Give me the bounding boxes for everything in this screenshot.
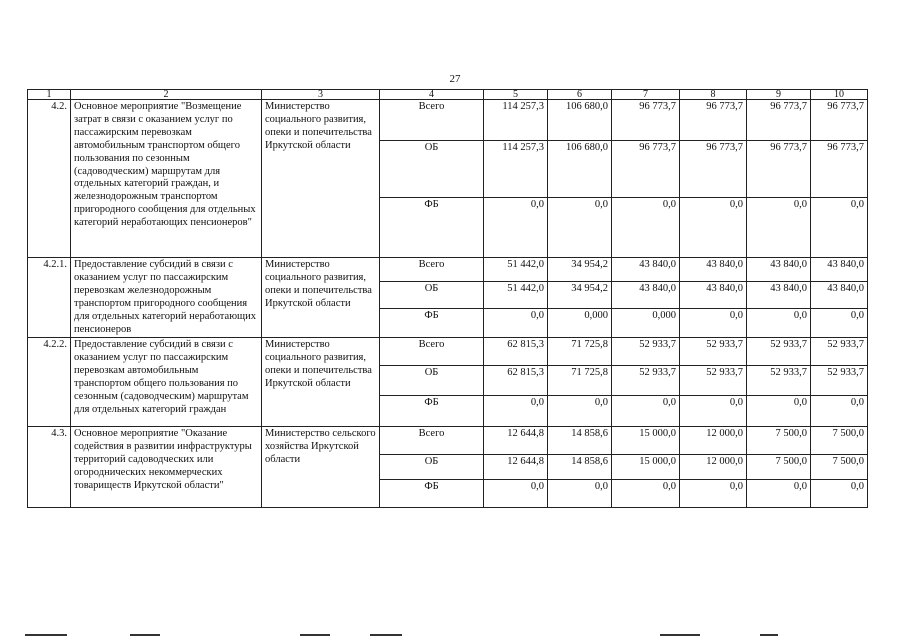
scan-artifact [300, 634, 330, 636]
table-row [28, 100, 868, 141]
amount-cell: 96 773,7 [612, 100, 680, 141]
amount-cell: 0,0 [548, 480, 612, 508]
amount-cell: 0,0 [484, 396, 548, 427]
item-code: 4.3. [28, 427, 71, 508]
amount-cell: 0,0 [680, 396, 747, 427]
amount-cell: 7 500,0 [747, 455, 811, 480]
scan-artifact [660, 634, 700, 636]
amount-cell: 96 773,7 [747, 100, 811, 141]
amount-cell: 43 840,0 [612, 281, 680, 309]
amount-cell: 0,0 [612, 396, 680, 427]
amount-cell: 96 773,7 [612, 141, 680, 198]
amount-cell: 7 500,0 [811, 455, 868, 480]
amount-cell: 12 000,0 [680, 455, 747, 480]
funding-source: ФБ [380, 480, 484, 508]
amount-cell: 12 644,8 [484, 427, 548, 455]
amount-cell: 43 840,0 [612, 258, 680, 282]
scan-artifact [370, 634, 402, 636]
amount-cell: 7 500,0 [747, 427, 811, 455]
amount-cell: 52 933,7 [811, 366, 868, 396]
responsible-department: Министерство социального развития, опеки и попечительства Иркутской области [262, 100, 380, 258]
amount-cell: 114 257,3 [484, 141, 548, 198]
amount-cell: 71 725,8 [548, 338, 612, 366]
item-description: Предоставление субсидий в связи с оказанием услуг по пассажирским перевозкам железнодорожным транспортом пригородного сообщения для отдельных категорий неработающих пенсионеров [71, 258, 262, 338]
amount-cell: 0,0 [747, 480, 811, 508]
amount-cell: 0,0 [811, 396, 868, 427]
scan-artifact [760, 634, 778, 636]
amount-cell: 96 773,7 [747, 141, 811, 198]
amount-cell: 52 933,7 [680, 338, 747, 366]
amount-cell: 52 933,7 [747, 338, 811, 366]
amount-cell: 14 858,6 [548, 427, 612, 455]
amount-cell: 43 840,0 [811, 281, 868, 309]
amount-cell: 62 815,3 [484, 338, 548, 366]
amount-cell: 0,0 [548, 198, 612, 258]
amount-cell: 114 257,3 [484, 100, 548, 141]
item-code: 4.2.1. [28, 258, 71, 338]
item-code: 4.2. [28, 100, 71, 258]
amount-cell: 43 840,0 [680, 281, 747, 309]
amount-cell: 106 680,0 [548, 141, 612, 198]
funding-source: ФБ [380, 198, 484, 258]
funding-source: ОБ [380, 366, 484, 396]
amount-cell: 12 644,8 [484, 455, 548, 480]
column-number: 4 [380, 90, 484, 100]
amount-cell: 62 815,3 [484, 366, 548, 396]
amount-cell: 0,0 [548, 396, 612, 427]
funding-source: Всего [380, 427, 484, 455]
amount-cell: 7 500,0 [811, 427, 868, 455]
amount-cell: 0,0 [747, 309, 811, 338]
amount-cell: 0,0 [612, 198, 680, 258]
column-number: 1 [28, 90, 71, 100]
amount-cell: 34 954,2 [548, 281, 612, 309]
amount-cell: 0,0 [484, 309, 548, 338]
amount-cell: 15 000,0 [612, 427, 680, 455]
column-number: 10 [811, 90, 868, 100]
responsible-department: Министерство социального развития, опеки и попечительства Иркутской области [262, 338, 380, 427]
amount-cell: 43 840,0 [747, 258, 811, 282]
amount-cell: 52 933,7 [612, 366, 680, 396]
amount-cell: 0,0 [811, 480, 868, 508]
funding-source: ОБ [380, 141, 484, 198]
column-number: 5 [484, 90, 548, 100]
amount-cell: 0,000 [612, 309, 680, 338]
responsible-department: Министерство сельского хозяйства Иркутской области [262, 427, 380, 508]
amount-cell: 0,0 [811, 309, 868, 338]
funding-source: Всего [380, 338, 484, 366]
budget-table [27, 89, 868, 508]
amount-cell: 0,0 [484, 198, 548, 258]
responsible-department: Министерство социального развития, опеки и попечительства Иркутской области [262, 258, 380, 338]
amount-cell: 52 933,7 [612, 338, 680, 366]
column-number: 3 [262, 90, 380, 100]
amount-cell: 52 933,7 [747, 366, 811, 396]
amount-cell: 71 725,8 [548, 366, 612, 396]
scan-artifact [130, 634, 160, 636]
funding-source: Всего [380, 100, 484, 141]
amount-cell: 43 840,0 [680, 258, 747, 282]
amount-cell: 0,000 [548, 309, 612, 338]
amount-cell: 34 954,2 [548, 258, 612, 282]
funding-source: Всего [380, 258, 484, 282]
funding-source: ФБ [380, 396, 484, 427]
amount-cell: 51 442,0 [484, 281, 548, 309]
amount-cell: 0,0 [680, 480, 747, 508]
amount-cell: 43 840,0 [811, 258, 868, 282]
amount-cell: 12 000,0 [680, 427, 747, 455]
amount-cell: 0,0 [811, 198, 868, 258]
item-description: Основное мероприятие "Оказание содействия в развитии инфраструктуры территорий садоводческих или огороднических некоммерческих товариществ Иркутской области" [71, 427, 262, 508]
column-number: 9 [747, 90, 811, 100]
amount-cell: 0,0 [484, 480, 548, 508]
funding-source: ОБ [380, 455, 484, 480]
item-description: Основное мероприятие "Возмещение затрат в связи с оказанием услуг по пассажирским перевозкам автомобильным транспортом общего пользования по сезонным (садоводческим) маршрутам для отдельных категорий граждан, и железнодорожным транспортом пригородного сообщения для отдельных категорий неработающих пенсионеров" [71, 100, 262, 258]
amount-cell: 96 773,7 [680, 141, 747, 198]
table-row [28, 258, 868, 282]
column-number-row [28, 90, 868, 100]
amount-cell: 52 933,7 [811, 338, 868, 366]
amount-cell: 0,0 [747, 198, 811, 258]
amount-cell: 14 858,6 [548, 455, 612, 480]
amount-cell: 106 680,0 [548, 100, 612, 141]
amount-cell: 96 773,7 [811, 100, 868, 141]
table-row [28, 427, 868, 455]
item-code: 4.2.2. [28, 338, 71, 427]
amount-cell: 0,0 [680, 198, 747, 258]
item-description: Предоставление субсидий в связи с оказанием услуг по пассажирским перевозкам автомобильным транспортом общего пользования по сезонным (садоводческим) маршрутам для отдельных категорий граждан [71, 338, 262, 427]
amount-cell: 0,0 [680, 309, 747, 338]
column-number: 7 [612, 90, 680, 100]
scan-artifact [25, 634, 67, 636]
amount-cell: 0,0 [612, 480, 680, 508]
column-number: 8 [680, 90, 747, 100]
amount-cell: 51 442,0 [484, 258, 548, 282]
funding-source: ФБ [380, 309, 484, 338]
funding-source: ОБ [380, 281, 484, 309]
table-row [28, 338, 868, 366]
amount-cell: 43 840,0 [747, 281, 811, 309]
column-number: 6 [548, 90, 612, 100]
amount-cell: 52 933,7 [680, 366, 747, 396]
amount-cell: 96 773,7 [811, 141, 868, 198]
amount-cell: 15 000,0 [612, 455, 680, 480]
amount-cell: 96 773,7 [680, 100, 747, 141]
amount-cell: 0,0 [747, 396, 811, 427]
page-number: 27 [449, 73, 461, 85]
column-number: 2 [71, 90, 262, 100]
